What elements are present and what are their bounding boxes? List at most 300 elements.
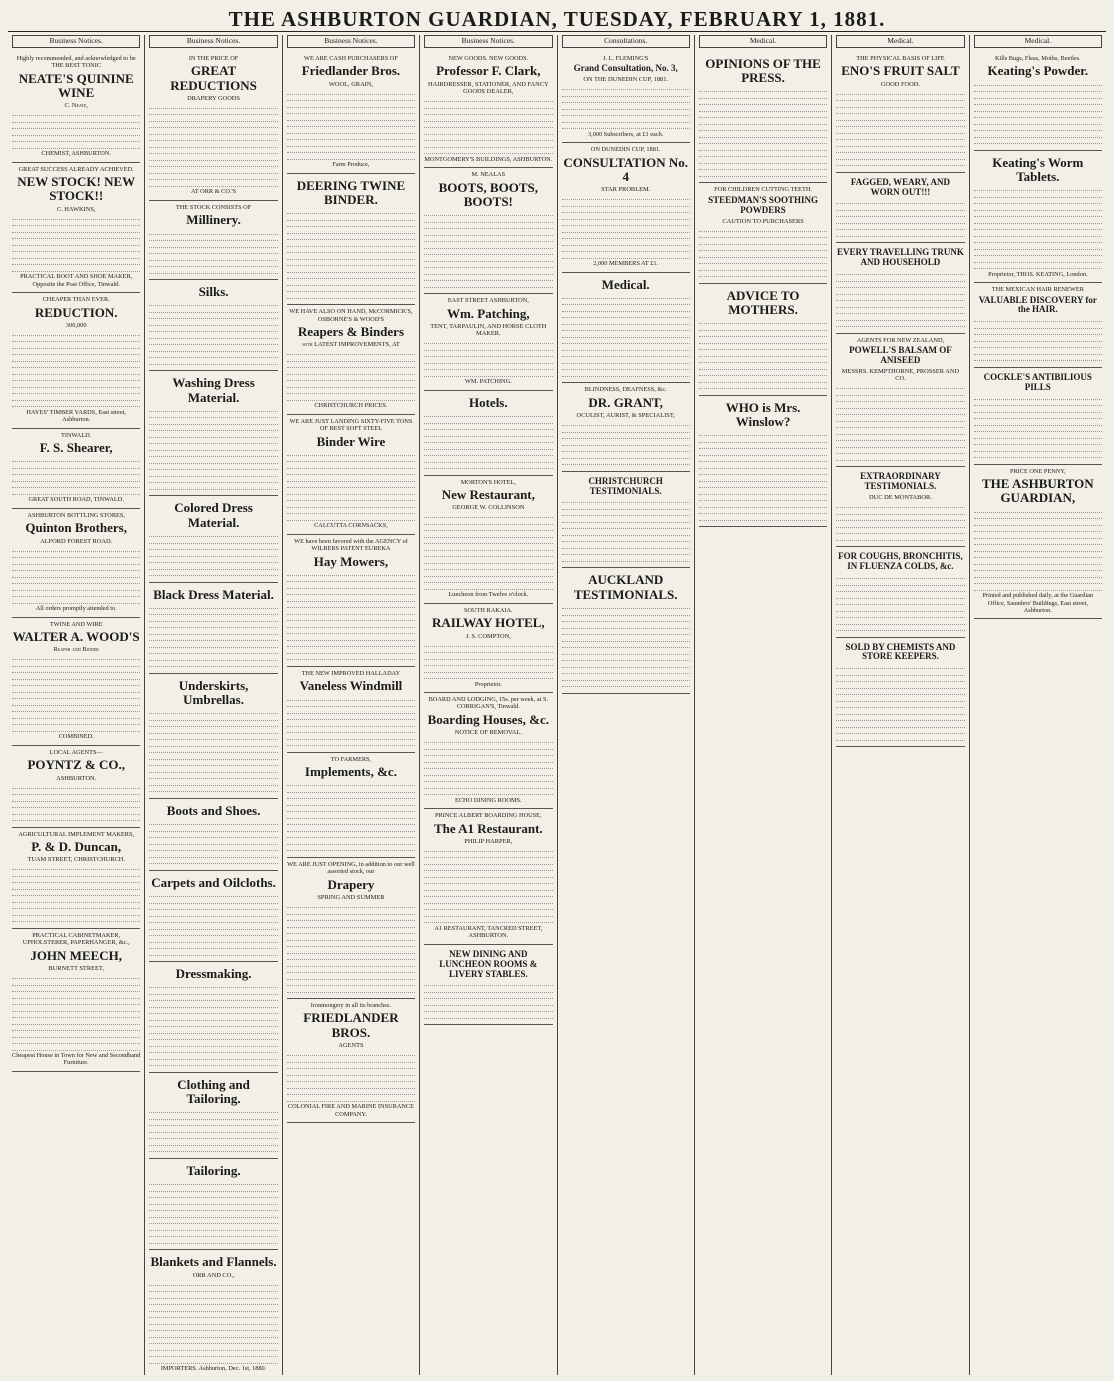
text-line xyxy=(149,130,277,135)
text-line xyxy=(974,206,1102,211)
ad-lead: ASHBURTON BOTTLING STORES, xyxy=(27,511,125,519)
text-line xyxy=(699,253,827,258)
ad-lead: BOARD AND LODGING, 15s. per week, at S. CORRIGAN'S, Tinwald. xyxy=(428,696,549,711)
text-line xyxy=(699,126,827,131)
text-line xyxy=(12,981,140,986)
ad-title: VALUABLE DISCOVERY for the HAIR. xyxy=(978,294,1097,315)
text-line xyxy=(287,949,415,954)
text-line xyxy=(12,1033,140,1038)
text-line xyxy=(287,255,415,260)
text-line xyxy=(699,152,827,157)
text-line xyxy=(974,264,1102,269)
text-line xyxy=(424,661,552,666)
column-7 xyxy=(832,35,969,1375)
text-line xyxy=(699,266,827,271)
text-line xyxy=(836,690,964,695)
advertisement xyxy=(12,429,140,509)
text-line xyxy=(149,742,277,747)
ad-title: Binder Wire xyxy=(316,433,386,449)
text-line xyxy=(424,359,552,364)
text-line xyxy=(149,1239,277,1244)
text-line xyxy=(562,294,690,299)
text-line xyxy=(424,918,552,923)
text-line xyxy=(424,1014,552,1019)
text-line xyxy=(836,219,964,224)
text-line xyxy=(149,662,277,667)
text-line xyxy=(424,224,552,229)
text-line xyxy=(562,98,690,103)
text-line xyxy=(287,801,415,806)
column-heading: Business Notices. xyxy=(287,35,415,48)
text-line xyxy=(836,430,964,435)
text-line xyxy=(12,247,140,252)
text-line xyxy=(974,547,1102,552)
text-line xyxy=(699,94,827,99)
ad-subtitle: GOOD FOOD. xyxy=(880,80,920,88)
text-line xyxy=(424,533,552,538)
ad-title: Hotels. xyxy=(468,394,508,410)
text-line xyxy=(287,846,415,851)
text-line xyxy=(424,860,552,865)
ad-lead: FOR CHILDREN CUTTING TEETH. xyxy=(714,186,812,194)
text-line xyxy=(287,722,415,727)
text-line xyxy=(287,1051,415,1056)
ad-title: P. & D. Duncan, xyxy=(31,838,122,854)
text-line xyxy=(149,846,277,851)
ad-subtitle: C. HAWKINS, xyxy=(56,205,96,213)
advertisement xyxy=(12,746,140,828)
ad-lead: Kills Bugs, Fleas, Moths, Beetles. xyxy=(994,54,1081,62)
text-line xyxy=(149,407,277,412)
text-line xyxy=(974,81,1102,86)
text-line xyxy=(287,376,415,381)
text-line xyxy=(699,496,827,501)
text-line xyxy=(974,225,1102,230)
text-line xyxy=(287,457,415,462)
text-line xyxy=(836,404,964,409)
text-line xyxy=(149,117,277,122)
advertisement xyxy=(149,371,277,496)
text-line xyxy=(424,464,552,469)
text-line xyxy=(424,738,552,743)
text-line xyxy=(562,630,690,635)
text-line xyxy=(836,510,964,515)
text-line xyxy=(562,518,690,523)
text-line xyxy=(974,395,1102,400)
text-line xyxy=(287,642,415,647)
text-line xyxy=(12,987,140,992)
column-1 xyxy=(8,35,145,1375)
text-line xyxy=(287,451,415,456)
text-line xyxy=(287,109,415,114)
text-line xyxy=(836,516,964,521)
text-line xyxy=(836,626,964,631)
text-line xyxy=(974,447,1102,452)
text-line xyxy=(149,610,277,615)
text-line xyxy=(149,996,277,1001)
text-line xyxy=(836,277,964,282)
text-line xyxy=(12,137,140,142)
text-line xyxy=(287,988,415,993)
text-line xyxy=(836,417,964,422)
text-line xyxy=(562,333,690,338)
text-line xyxy=(836,456,964,461)
text-line xyxy=(149,321,277,326)
ad-title: CHRISTCHURCH TESTIMONIALS. xyxy=(588,475,663,496)
text-line xyxy=(149,827,277,832)
text-line xyxy=(149,833,277,838)
text-line xyxy=(12,376,140,381)
text-line xyxy=(836,161,964,166)
ad-title: THE ASHBURTON GUARDIAN, xyxy=(981,475,1094,506)
text-line xyxy=(287,597,415,602)
text-line xyxy=(699,227,827,232)
text-line xyxy=(149,360,277,365)
ad-lead: TO FARMERS, xyxy=(330,755,372,763)
text-line xyxy=(149,990,277,995)
column-heading: Business Notices. xyxy=(12,35,140,48)
text-line xyxy=(149,1226,277,1231)
ad-lead: Ironmongery in all its branches. xyxy=(310,1002,392,1010)
text-line xyxy=(424,655,552,660)
text-line xyxy=(287,103,415,108)
ad-subtitle: with LATEST IMPROVEMENTS, AT xyxy=(302,341,400,349)
ad-title: Colored Dress Material. xyxy=(174,500,253,530)
text-line xyxy=(836,199,964,204)
text-line xyxy=(287,268,415,273)
text-line xyxy=(12,111,140,116)
ad-subtitle: TUAM STREET, CHRISTCHURCH. xyxy=(27,856,125,864)
text-line xyxy=(836,290,964,295)
text-line xyxy=(287,464,415,469)
text-line xyxy=(287,116,415,121)
text-line xyxy=(424,231,552,236)
ad-lead: J. L. FLEMING'S xyxy=(603,54,649,62)
advertisement xyxy=(562,273,690,384)
ad-tail: CALCUTTA CORNSACKS, xyxy=(314,522,388,530)
text-line xyxy=(974,579,1102,584)
text-line xyxy=(424,559,552,564)
text-line xyxy=(149,1339,277,1344)
text-line xyxy=(424,250,552,255)
text-line xyxy=(12,573,140,578)
text-line xyxy=(836,703,964,708)
text-line xyxy=(562,498,690,503)
text-line xyxy=(12,357,140,362)
text-line xyxy=(974,186,1102,191)
text-line xyxy=(836,710,964,715)
ad-title: STEEDMAN'S SOOTHING POWDERS xyxy=(708,194,818,215)
text-line xyxy=(12,241,140,246)
text-line xyxy=(424,339,552,344)
text-line xyxy=(149,1035,277,1040)
text-line xyxy=(149,472,277,477)
advertisement xyxy=(287,52,415,174)
advertisement xyxy=(12,52,140,163)
text-line xyxy=(12,363,140,368)
text-line xyxy=(424,110,552,115)
text-line xyxy=(562,447,690,452)
ad-lead: WE HAVE ALSO ON HAND, McCORMICK'S, OSBORNE'S & WOOD'S xyxy=(289,308,413,323)
text-line xyxy=(12,383,140,388)
text-line xyxy=(699,259,827,264)
column-heading: Medical. xyxy=(974,35,1102,48)
text-line xyxy=(287,383,415,388)
ad-title: BOOTS, BOOTS, BOOTS! xyxy=(438,179,538,209)
text-line xyxy=(836,436,964,441)
advertisement xyxy=(699,396,827,528)
advertisement xyxy=(562,568,690,693)
text-line xyxy=(562,195,690,200)
text-line xyxy=(974,427,1102,432)
text-line xyxy=(699,503,827,508)
advertisement xyxy=(12,163,140,293)
text-line xyxy=(149,136,277,141)
text-line xyxy=(562,454,690,459)
text-line xyxy=(836,523,964,528)
column-heading: Medical. xyxy=(699,35,827,48)
text-line xyxy=(287,794,415,799)
text-line xyxy=(974,434,1102,439)
advertisement xyxy=(149,674,277,799)
ad-lead: LOCAL AGENTS— xyxy=(49,748,103,756)
text-line xyxy=(699,87,827,92)
text-line xyxy=(699,133,827,138)
text-line xyxy=(287,90,415,95)
column-6 xyxy=(695,35,832,1375)
text-line xyxy=(149,899,277,904)
advertisement xyxy=(287,999,415,1123)
column-heading: Consultations. xyxy=(562,35,690,48)
text-line xyxy=(974,100,1102,105)
text-line xyxy=(149,643,277,648)
text-line xyxy=(424,270,552,275)
advertisement xyxy=(12,929,140,1072)
text-line xyxy=(562,460,690,465)
text-line xyxy=(287,623,415,628)
text-line xyxy=(424,539,552,544)
text-line xyxy=(149,123,277,128)
text-line xyxy=(424,237,552,242)
ad-subtitle: ALFORD FOREST ROAD. xyxy=(40,537,113,545)
text-line xyxy=(12,592,140,597)
text-line xyxy=(149,262,277,267)
ad-lead: ON DUNEDIN CUP, 1881. xyxy=(590,146,661,154)
ad-title: Friedlander Bros. xyxy=(301,63,401,79)
text-line xyxy=(424,211,552,216)
text-line xyxy=(12,885,140,890)
text-line xyxy=(974,521,1102,526)
text-line xyxy=(12,917,140,922)
ad-title: The A1 Restaurant. xyxy=(433,820,543,836)
ad-tail: All orders promptly attended to. xyxy=(35,605,117,613)
text-line xyxy=(12,790,140,795)
advertisement xyxy=(287,174,415,306)
text-line xyxy=(562,228,690,233)
text-line xyxy=(12,707,140,712)
text-line xyxy=(836,716,964,721)
text-line xyxy=(149,1232,277,1237)
ad-tail: HAYES' TIMBER YARDS, East street, Ashburton. xyxy=(26,408,126,424)
text-line xyxy=(424,764,552,769)
text-line xyxy=(424,218,552,223)
ad-title: Grand Consultation, No. 3, xyxy=(573,63,678,74)
ad-tail: WM. PATCHING. xyxy=(464,378,512,386)
advertisement xyxy=(12,618,140,746)
advertisement xyxy=(836,243,964,333)
text-line xyxy=(424,905,552,910)
advertisement xyxy=(149,1159,277,1250)
text-line xyxy=(562,676,690,681)
text-line xyxy=(149,709,277,714)
ad-tail: COLONIAL FIRE AND MARINE INSURANCE COMPANY. xyxy=(287,1103,414,1118)
text-line xyxy=(974,586,1102,591)
text-line xyxy=(974,251,1102,256)
text-line xyxy=(287,135,415,140)
text-line xyxy=(149,327,277,332)
ad-title: GREAT REDUCTIONS xyxy=(170,63,257,93)
advertisement xyxy=(836,173,964,244)
text-line xyxy=(149,925,277,930)
text-line xyxy=(12,490,140,495)
text-line xyxy=(149,532,277,537)
text-line xyxy=(974,566,1102,571)
ad-tail: A1 RESTAURANT, TANCRED STREET, ASHBURTON. xyxy=(434,924,543,940)
advertisement xyxy=(424,52,552,168)
text-line xyxy=(287,1084,415,1089)
text-line xyxy=(699,246,827,251)
text-line xyxy=(12,118,140,123)
advertisement xyxy=(287,667,415,753)
text-line xyxy=(287,496,415,501)
text-line xyxy=(149,1147,277,1152)
text-line xyxy=(287,616,415,621)
text-line xyxy=(12,234,140,239)
ad-lead: BLINDNESS, DEAFNESS, &c. xyxy=(584,386,667,394)
ad-tail: AT ORR & CO.'S xyxy=(191,188,237,196)
advertisement xyxy=(12,509,140,618)
text-line xyxy=(149,1016,277,1021)
text-line xyxy=(149,539,277,544)
text-line xyxy=(424,988,552,993)
text-line xyxy=(149,1287,277,1292)
text-line xyxy=(287,294,415,299)
text-line xyxy=(424,771,552,776)
text-line xyxy=(149,353,277,358)
ad-subtitle: Reaper and Binder xyxy=(53,646,99,654)
text-line xyxy=(149,459,277,464)
advertisement xyxy=(974,52,1102,151)
advertisement xyxy=(149,201,277,280)
text-line xyxy=(287,903,415,908)
text-line xyxy=(562,656,690,661)
advertisement xyxy=(974,283,1102,368)
text-line xyxy=(149,433,277,438)
text-line xyxy=(12,816,140,821)
text-line xyxy=(287,788,415,793)
column-3 xyxy=(283,35,420,1375)
text-line xyxy=(287,370,415,375)
text-line xyxy=(12,688,140,693)
text-line xyxy=(149,656,277,661)
text-line xyxy=(836,397,964,402)
text-line xyxy=(12,803,140,808)
advertisement xyxy=(287,535,415,667)
ad-title: Reapers & Binders xyxy=(297,323,405,339)
text-line xyxy=(12,370,140,375)
text-line xyxy=(287,696,415,701)
text-line xyxy=(149,787,277,792)
text-line xyxy=(12,1007,140,1012)
text-line xyxy=(149,748,277,753)
ad-title: Keating's Powder. xyxy=(987,63,1089,79)
text-line xyxy=(149,1313,277,1318)
text-line xyxy=(287,357,415,362)
text-line xyxy=(12,1046,140,1051)
text-line xyxy=(836,536,964,541)
text-line xyxy=(699,431,827,436)
ad-lead: WE ARE JUST OPENING, in addition to our well assorted stock, our xyxy=(287,860,415,876)
text-line xyxy=(12,1020,140,1025)
text-line xyxy=(974,514,1102,519)
text-line xyxy=(424,981,552,986)
text-line xyxy=(287,814,415,819)
text-line xyxy=(12,477,140,482)
text-line xyxy=(149,545,277,550)
ad-subtitle: BURNETT STREET, xyxy=(48,964,104,972)
text-line xyxy=(699,107,827,112)
ad-title: Drapery xyxy=(327,876,375,892)
text-line xyxy=(699,165,827,170)
text-line xyxy=(974,317,1102,322)
text-line xyxy=(287,96,415,101)
ad-subtitle: ON THE DUNEDIN CUP, 1881. xyxy=(583,76,669,84)
text-line xyxy=(424,432,552,437)
text-line xyxy=(562,254,690,259)
text-line xyxy=(836,225,964,230)
text-line xyxy=(974,421,1102,426)
text-line xyxy=(149,110,277,115)
text-line xyxy=(424,886,552,891)
ad-title: OPINIONS OF THE PRESS. xyxy=(705,55,821,86)
text-line xyxy=(424,136,552,141)
text-line xyxy=(424,130,552,135)
text-line xyxy=(12,331,140,336)
text-line xyxy=(12,904,140,909)
text-line xyxy=(974,560,1102,565)
advertisement xyxy=(562,472,690,569)
text-line xyxy=(974,94,1102,99)
text-line xyxy=(149,1055,277,1060)
text-line xyxy=(424,751,552,756)
text-line xyxy=(424,642,552,647)
text-line xyxy=(149,1180,277,1185)
text-line xyxy=(562,241,690,246)
text-line xyxy=(562,617,690,622)
text-line xyxy=(424,425,552,430)
ad-title: NEATE'S QUININE WINE xyxy=(18,70,134,100)
text-line xyxy=(562,92,690,97)
text-line xyxy=(562,531,690,536)
text-line xyxy=(149,781,277,786)
text-line xyxy=(287,955,415,960)
text-line xyxy=(699,332,827,337)
ad-title: POYNTZ & CO., xyxy=(27,757,125,773)
text-line xyxy=(836,283,964,288)
text-line xyxy=(424,123,552,128)
text-line xyxy=(424,899,552,904)
text-line xyxy=(424,745,552,750)
